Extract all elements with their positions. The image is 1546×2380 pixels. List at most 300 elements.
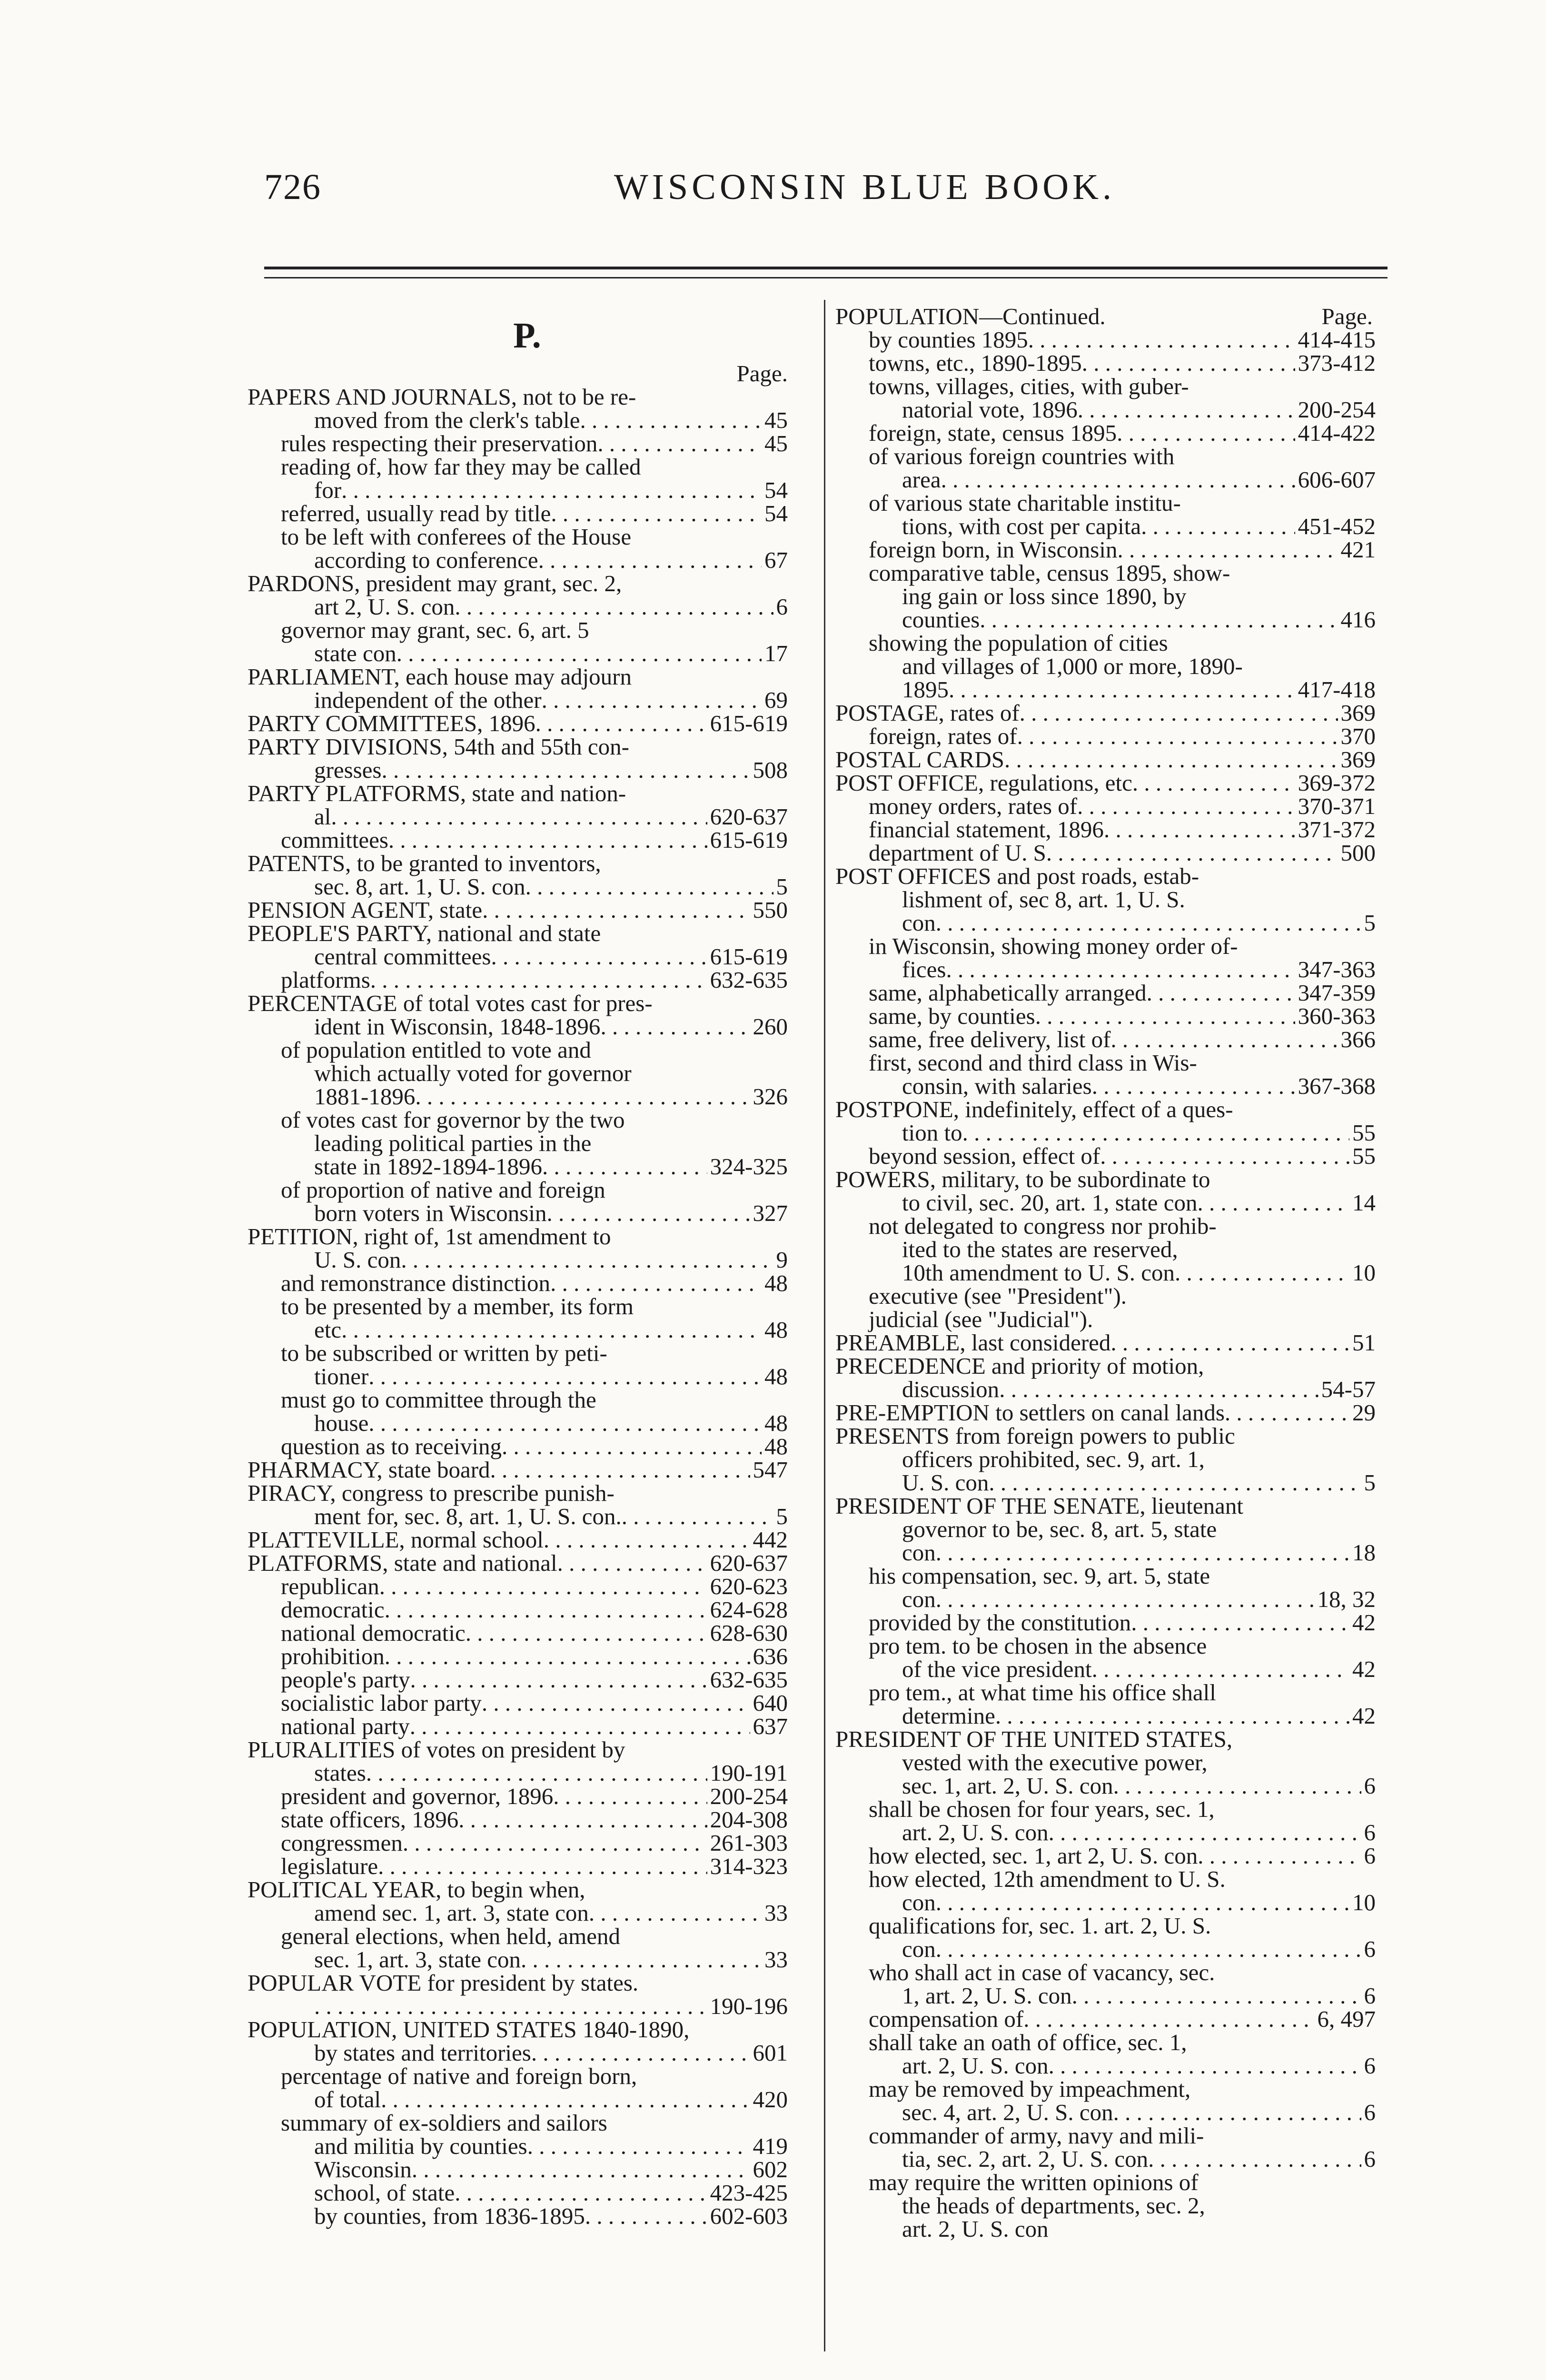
entry-text: 1, art. 2, U. S. con [902, 1983, 1072, 2009]
index-entry [835, 2007, 1376, 2031]
index-entry [835, 1144, 1376, 1168]
index-entry [248, 1178, 788, 1201]
entry-page: 10 [1352, 1259, 1376, 1286]
entry-text: governor may grant, sec. 6, art. 5 [281, 617, 589, 643]
index-entry [835, 2194, 1376, 2217]
entry-text: PRESIDENT OF THE UNITED STATES, [835, 1726, 1233, 1752]
index-entry [835, 538, 1376, 561]
index-entry [248, 968, 788, 992]
index-entry [835, 351, 1376, 375]
leader-dots [1113, 1774, 1361, 1797]
entry-text: moved from the clerk's table [314, 407, 580, 433]
leader-dots [531, 2041, 750, 2064]
entry-text: etc [314, 1317, 342, 1343]
index-entry [835, 1028, 1376, 1051]
entry-text: judicial (see "Judicial"). [869, 1306, 1093, 1332]
entry-text: legislature [281, 1853, 378, 1879]
index-entry [248, 922, 788, 945]
index-entry [835, 2054, 1376, 2077]
index-entry [835, 2124, 1376, 2147]
leader-dots [314, 1994, 707, 2018]
leader-dots [949, 678, 1295, 701]
index-entry [248, 1924, 788, 1948]
entry-text: al [314, 803, 331, 830]
entry-text: president and governor, 1896 [281, 1783, 554, 1809]
leader-dots [557, 1551, 707, 1575]
entry-text: PARTY COMMITTEES, 1896 [248, 710, 535, 736]
entry-page: 367-368 [1298, 1073, 1376, 1099]
index-entry [248, 758, 788, 782]
index-entry [248, 1015, 788, 1038]
leader-dots [482, 1691, 750, 1715]
entry-text: POSTAL CARDS [835, 746, 1005, 773]
index-entry [248, 1621, 788, 1645]
leader-dots [385, 1598, 707, 1621]
leader-dots [600, 1015, 750, 1038]
index-entry [835, 1448, 1376, 1471]
index-entry [248, 1481, 788, 1505]
leader-dots [1141, 515, 1295, 538]
leader-dots [482, 898, 750, 922]
index-entry [835, 1657, 1376, 1681]
index-entry [835, 515, 1376, 538]
index-entry [248, 455, 788, 478]
leader-dots [491, 945, 707, 968]
leader-dots [980, 608, 1338, 631]
index-entry [248, 1831, 788, 1854]
index-entry [835, 2101, 1376, 2124]
entry-page: 360-363 [1298, 1003, 1376, 1029]
index-entry [248, 1738, 788, 1761]
index-entry [248, 408, 788, 432]
index-entry [835, 398, 1376, 421]
entry-text: born voters in Wisconsin [314, 1200, 547, 1226]
entry-text: by counties 1895 [869, 327, 1028, 353]
leader-dots [466, 1621, 707, 1645]
index-entry [835, 1354, 1376, 1378]
entry-text: PRECEDENCE and priority of motion, [835, 1353, 1204, 1379]
entry-text: states [314, 1760, 366, 1786]
index-entry [248, 875, 788, 898]
entry-page: 48 [764, 1317, 788, 1343]
index-entry [248, 1295, 788, 1318]
index-entry [835, 1961, 1376, 1984]
entry-text: of total [314, 2086, 381, 2112]
entry-page: 48 [764, 1363, 788, 1389]
entry-text: provided by the constitution [869, 1609, 1131, 1636]
entry-text: fices [902, 956, 946, 982]
leader-dots [538, 548, 762, 572]
index-entry [248, 1365, 788, 1388]
leader-dots [455, 595, 773, 618]
entry-text: pro tem. to be chosen in the absence [869, 1633, 1207, 1659]
index-entry [835, 864, 1376, 888]
entry-page: 632-635 [710, 1666, 788, 1693]
leader-dots [1028, 328, 1295, 351]
entry-text: summary of ex-soldiers and sailors [281, 2110, 607, 2136]
index-entry [835, 1914, 1376, 1937]
entry-page: 54 [764, 477, 788, 503]
index-column-left [248, 305, 788, 2228]
entry-page: 51 [1352, 1329, 1376, 1356]
index-entry [835, 1891, 1376, 1914]
leader-dots [388, 828, 707, 852]
entry-text: of votes cast for governor by the two [281, 1107, 625, 1133]
index-entry [248, 2111, 788, 2134]
entry-page: 421 [1340, 536, 1376, 563]
index-entry [248, 1201, 788, 1225]
entry-page: 442 [753, 1527, 788, 1553]
leader-dots [1117, 538, 1338, 561]
entry-text: same, by counties [869, 1003, 1035, 1029]
index-entry [248, 2018, 788, 2041]
index-entry [835, 2171, 1376, 2194]
entry-page: 54-57 [1321, 1376, 1376, 1402]
entry-text: determine [902, 1703, 995, 1729]
entry-page: 29 [1352, 1399, 1376, 1426]
index-entry [835, 1074, 1376, 1098]
entry-page: 451-452 [1298, 513, 1376, 539]
entry-text: PARTY DIVISIONS, 54th and 55th con- [248, 734, 629, 760]
entry-text: for [314, 477, 342, 503]
index-entry [248, 1435, 788, 1458]
entry-text: tion to [902, 1120, 962, 1146]
index-entry [835, 1168, 1376, 1191]
index-entry [248, 992, 788, 1015]
entry-text: PREAMBLE, last considered [835, 1329, 1111, 1356]
entry-text: sec. 1, art. 2, U. S. con [902, 1773, 1113, 1799]
entry-page: 6 [1364, 1983, 1376, 2009]
entry-text: leading political parties in the [314, 1130, 592, 1156]
leader-dots [597, 432, 762, 455]
leader-dots [553, 1785, 707, 1808]
entry-text: POWERS, military, to be subordinate to [835, 1166, 1210, 1192]
index-entry [248, 1901, 788, 1924]
index-entry [835, 445, 1376, 468]
index-entry [248, 478, 788, 502]
entry-text: ident in Wisconsin, 1848-1896 [314, 1013, 601, 1040]
entry-page: 500 [1340, 840, 1376, 866]
index-entry [835, 2217, 1376, 2241]
entry-text: POSTPONE, indefinitely, effect of a ques- [835, 1096, 1233, 1122]
leader-dots [1110, 1331, 1349, 1354]
leader-dots [378, 1854, 707, 1878]
entry-text: by states and territories [314, 2040, 531, 2066]
leader-dots [962, 1121, 1349, 1144]
entry-page: 628-630 [710, 1620, 788, 1646]
entry-page: 10 [1352, 1889, 1376, 1915]
entry-text: and remonstrance distinction [281, 1270, 551, 1296]
entry-text: PLATTEVILLE, normal school [248, 1527, 544, 1553]
index-entry [835, 1494, 1376, 1517]
entry-text: PRE-EMPTION to settlers on canal lands [835, 1399, 1225, 1426]
entry-text: of various foreign countries with [869, 443, 1175, 469]
leader-dots [1082, 351, 1295, 375]
entry-text: how elected, 12th amendment to U. S. [869, 1866, 1226, 1892]
entry-text: POPULAR VOTE for president by states. [248, 1970, 639, 1996]
entry-text: natorial vote, 1896 [902, 397, 1078, 423]
leader-dots [527, 2134, 750, 2158]
entry-text: people's party [281, 1666, 410, 1693]
index-entry [835, 1564, 1376, 1587]
index-entry [835, 1517, 1376, 1541]
index-entry [248, 1388, 788, 1411]
index-entry [248, 1808, 788, 1831]
entry-page: 637 [753, 1713, 788, 1739]
index-entry [835, 1424, 1376, 1448]
leader-dots [1092, 1074, 1295, 1098]
entry-page: 5 [1364, 910, 1376, 936]
entry-text: con [902, 1889, 936, 1915]
index-entry [248, 2064, 788, 2088]
entry-text: department of U. S [869, 840, 1046, 866]
leader-dots [396, 642, 762, 665]
index-entry [835, 1308, 1376, 1331]
entry-page: 326 [753, 1083, 788, 1110]
entry-text: Wisconsin [314, 2156, 412, 2182]
leader-dots [1023, 2007, 1314, 2031]
leader-dots [341, 478, 762, 502]
leader-dots [1049, 2054, 1361, 2077]
index-entry [835, 981, 1376, 1004]
leader-dots [331, 805, 707, 828]
index-entry [248, 2204, 788, 2228]
entry-text: tioner [314, 1363, 369, 1389]
index-entry [835, 1098, 1376, 1121]
entry-page: 420 [753, 2086, 788, 2112]
entry-text: con [902, 910, 936, 936]
entry-page: 6 [1364, 2053, 1376, 2079]
index-entry [835, 1051, 1376, 1074]
entry-text: art. 2, U. S. con [902, 1819, 1049, 1845]
leader-dots [1113, 2101, 1361, 2124]
entry-page: 9 [776, 1247, 788, 1273]
continued-heading: POPULATION—Continued. [835, 303, 1106, 329]
index-entry [835, 561, 1376, 585]
index-entry [835, 701, 1376, 724]
leader-dots [1100, 1144, 1349, 1168]
entry-text: state in 1892-1894-1896 [314, 1153, 543, 1180]
index-entry [835, 1937, 1376, 1961]
index-entry [248, 525, 788, 548]
entry-text: may require the written opinions of [869, 2169, 1199, 2195]
entry-text: first, second and third class in Wis- [869, 1050, 1197, 1076]
entry-page: 6, 497 [1317, 2006, 1376, 2032]
index-entry [248, 1948, 788, 1971]
entry-page: 14 [1352, 1190, 1376, 1216]
entry-text: national democratic [281, 1620, 466, 1646]
entry-page: 190-191 [710, 1760, 788, 1786]
header-rule-thick [264, 267, 1387, 269]
leader-dots [525, 875, 773, 898]
entry-text: PARTY PLATFORMS, state and nation- [248, 780, 626, 806]
leader-dots [936, 1587, 1315, 1611]
entry-page: 55 [1352, 1120, 1376, 1146]
entry-text: the heads of departments, sec. 2, [902, 2192, 1205, 2219]
index-entry [248, 1645, 788, 1668]
entry-page: 5 [776, 1503, 788, 1529]
index-entry [248, 1575, 788, 1598]
left-entries [248, 385, 788, 2228]
entry-text: vested with the executive power, [902, 1749, 1208, 1775]
index-entry [835, 585, 1376, 608]
entry-text: of the vice president [902, 1656, 1092, 1682]
entry-page: 370 [1340, 723, 1376, 749]
leader-dots [370, 968, 707, 992]
entry-text: sec. 1, art. 3, state con [314, 1946, 521, 1973]
index-entry [248, 1085, 788, 1108]
entry-page: 5 [776, 873, 788, 900]
index-entry [835, 2147, 1376, 2171]
index-entry [248, 735, 788, 758]
entry-text: how elected, sec. 1, art 2, U. S. con [869, 1843, 1198, 1869]
entry-text: percentage of native and foreign born, [281, 2063, 637, 2089]
entry-text: PATENTS, to be granted to inventors, [248, 850, 601, 876]
entry-text: gresses [314, 757, 382, 783]
leader-dots [385, 1645, 750, 1668]
index-entry [248, 2088, 788, 2111]
leader-dots [1117, 421, 1295, 445]
leader-dots [1148, 2147, 1361, 2171]
entry-page: 6 [1364, 1936, 1376, 1962]
entry-text: ment for, sec. 8, art. 1, U. S. con. [314, 1503, 622, 1529]
entry-text: shall be chosen for four years, sec. 1, [869, 1796, 1215, 1822]
index-entry [835, 328, 1376, 351]
entry-text: PLURALITIES of votes on president by [248, 1736, 625, 1763]
entry-text: of proportion of native and foreign [281, 1177, 605, 1203]
entry-page: 369-372 [1298, 770, 1376, 796]
entry-text: of various state charitable institu- [869, 490, 1181, 516]
entry-page: 48 [764, 1433, 788, 1459]
entry-text: which actually voted for governor [314, 1060, 632, 1086]
leader-dots [589, 1901, 762, 1924]
column-divider [824, 300, 825, 2351]
index-entry [835, 748, 1376, 771]
entry-text: beyond session, effect of [869, 1143, 1100, 1169]
entry-text: ited to the states are reserved, [902, 1236, 1178, 1262]
entry-page: 54 [764, 500, 788, 526]
entry-page: 260 [753, 1013, 788, 1040]
entry-page: 636 [753, 1643, 788, 1669]
entry-page: 6 [1364, 1819, 1376, 1845]
entry-text: referred, usually read by title [281, 500, 551, 526]
leader-dots [542, 688, 762, 712]
index-entry [835, 1844, 1376, 1867]
entry-page: 33 [764, 1900, 788, 1926]
leader-dots [580, 408, 762, 432]
index-entry [835, 1634, 1376, 1657]
entry-text: towns, etc., 1890-1895 [869, 350, 1082, 376]
leader-dots [1072, 1984, 1361, 2007]
entry-text: PENSION AGENT, state [248, 897, 483, 923]
leader-dots [1110, 1028, 1338, 1051]
entry-page: 632-635 [710, 967, 788, 993]
index-entry [248, 1108, 788, 1131]
index-entry [835, 1191, 1376, 1214]
entry-text: may be removed by impeachment, [869, 2076, 1191, 2102]
index-entry [248, 1854, 788, 1878]
index-entry [835, 1214, 1376, 1238]
entry-page: 615-619 [710, 943, 788, 970]
index-entry [248, 618, 788, 642]
leader-dots [455, 2181, 707, 2204]
index-entry [248, 898, 788, 922]
index-entry [835, 375, 1376, 398]
entry-page: 624-628 [710, 1597, 788, 1623]
entry-text: question as to receiving [281, 1433, 502, 1459]
index-entry [835, 794, 1376, 818]
index-entry [248, 432, 788, 455]
section-letter: P. [513, 316, 541, 356]
leader-dots [1046, 841, 1338, 864]
leader-dots [535, 712, 707, 735]
leader-dots [403, 1831, 707, 1854]
index-entry [835, 678, 1376, 701]
entry-page: 370-371 [1298, 793, 1376, 819]
entry-page: 620-637 [710, 803, 788, 830]
index-entry [835, 911, 1376, 934]
entry-text: by counties, from 1836-1895 [314, 2203, 585, 2229]
entry-text: of population entitled to vote and [281, 1037, 591, 1063]
entry-page: 5 [1364, 1469, 1376, 1496]
entry-text: same, alphabetically arranged [869, 980, 1147, 1006]
entry-page: 6 [1364, 2146, 1376, 2172]
index-entry [835, 654, 1376, 678]
leader-dots [382, 758, 750, 782]
index-entry [248, 1971, 788, 1994]
index-entry [248, 385, 788, 408]
entry-text: tions, with cost per capita [902, 513, 1141, 539]
entry-text: towns, villages, cities, with guber- [869, 373, 1189, 399]
index-entry [248, 1411, 788, 1435]
index-entry [835, 491, 1376, 515]
index-entry [835, 888, 1376, 911]
entry-text: con [902, 1586, 936, 1612]
entry-text: art. 2, U. S. con [902, 2216, 1049, 2242]
index-entry [248, 782, 788, 805]
index-entry [248, 1505, 788, 1528]
index-entry [248, 2158, 788, 2181]
entry-text: con [902, 1936, 936, 1962]
entry-text: PIRACY, congress to prescribe punish- [248, 1480, 614, 1506]
entry-page: 48 [764, 1410, 788, 1436]
index-entry [835, 1727, 1376, 1751]
entry-text: PRESIDENT OF THE SENATE, lieutenant [835, 1493, 1244, 1519]
entry-page: 324-325 [710, 1153, 788, 1180]
entry-text: state con [314, 640, 396, 666]
leader-dots [368, 1365, 762, 1388]
entry-page: 18 [1352, 1539, 1376, 1566]
index-entry [248, 1994, 788, 2018]
entry-page: 67 [764, 547, 788, 573]
entry-text: shall take an oath of office, sec. 1, [869, 2029, 1187, 2055]
entry-text: qualifications for, sec. 1. art. 2, U. S. [869, 1913, 1211, 1939]
entry-page: 42 [1352, 1703, 1376, 1729]
leader-dots [1035, 1004, 1295, 1028]
leader-dots [999, 1378, 1318, 1401]
entry-page: 366 [1340, 1026, 1376, 1052]
entry-page: 17 [764, 640, 788, 666]
index-entry [835, 958, 1376, 981]
entry-page: 601 [753, 2040, 788, 2066]
index-entry [835, 1797, 1376, 1821]
index-entry [835, 421, 1376, 445]
index-entry [248, 1038, 788, 1061]
entry-page: 314-323 [710, 1853, 788, 1879]
entry-text: central committees [314, 943, 491, 970]
entry-page: 48 [764, 1270, 788, 1296]
entry-page: 423-425 [710, 2180, 788, 2206]
